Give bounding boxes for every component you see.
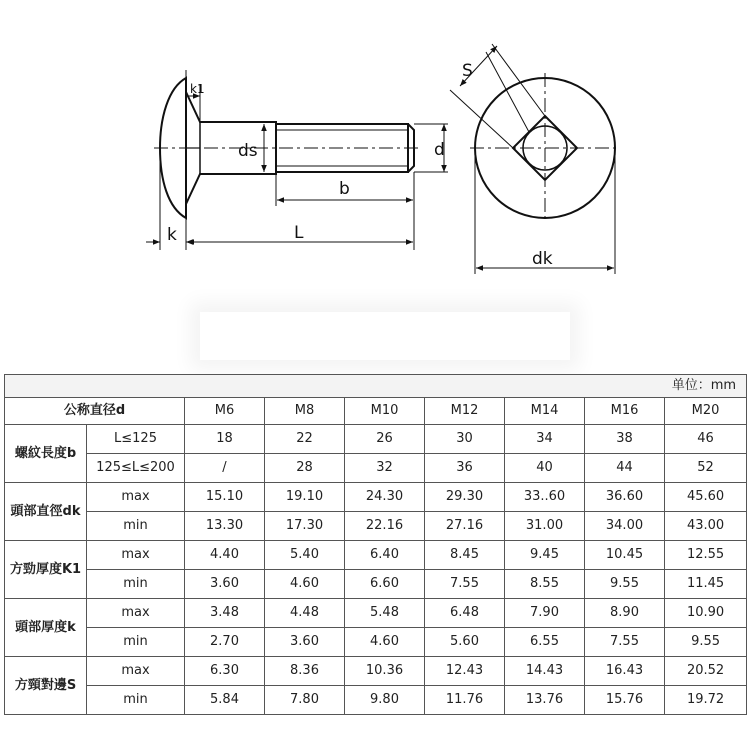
table-cell: 34.00 — [585, 512, 665, 541]
row-label: max — [87, 541, 185, 570]
group-label: 方勁厚度K1 — [5, 541, 87, 599]
table-cell: 7.55 — [585, 628, 665, 657]
table-cell: 33..60 — [505, 483, 585, 512]
table-cell: 15.76 — [585, 686, 665, 715]
table-cell: 5.60 — [425, 628, 505, 657]
table-cell: 3.60 — [185, 570, 265, 599]
table-cell: 34 — [505, 425, 585, 454]
table-cell: 8.55 — [505, 570, 585, 599]
table-cell: 9.45 — [505, 541, 585, 570]
size-header: M16 — [585, 398, 665, 425]
table-cell: 3.60 — [265, 628, 345, 657]
table-cell: 9.55 — [665, 628, 747, 657]
table-row — [5, 599, 747, 628]
table-cell: 10.36 — [345, 657, 425, 686]
table-row — [5, 512, 747, 541]
size-header: M20 — [665, 398, 747, 425]
row-label: max — [87, 657, 185, 686]
label-k1: k1 — [190, 82, 205, 96]
table-cell: 27.16 — [425, 512, 505, 541]
table-cell: 8.90 — [585, 599, 665, 628]
table-cell: 6.30 — [185, 657, 265, 686]
header-label: 公称直径d — [5, 398, 185, 425]
table-cell: 6.55 — [505, 628, 585, 657]
table-cell: 18 — [185, 425, 265, 454]
table-cell: 31.00 — [505, 512, 585, 541]
table-cell: 4.60 — [265, 570, 345, 599]
table-cell: 9.55 — [585, 570, 665, 599]
group-label: 方頸對邊S — [5, 657, 87, 715]
table-cell: 8.45 — [425, 541, 505, 570]
table-cell: 4.40 — [185, 541, 265, 570]
table-cell: 14.43 — [505, 657, 585, 686]
table-cell: 44 — [585, 454, 665, 483]
size-header: M8 — [265, 398, 345, 425]
table-row — [5, 425, 747, 454]
row-label: min — [87, 570, 185, 599]
label-b: b — [339, 179, 350, 199]
table-cell: 22 — [265, 425, 345, 454]
table-cell: 6.48 — [425, 599, 505, 628]
table-cell: 9.80 — [345, 686, 425, 715]
table-row — [5, 686, 747, 715]
table-row — [5, 628, 747, 657]
table-cell: 4.60 — [345, 628, 425, 657]
row-label: min — [87, 512, 185, 541]
table-cell: 22.16 — [345, 512, 425, 541]
table-cell: 10.90 — [665, 599, 747, 628]
table-cell: 43.00 — [665, 512, 747, 541]
table-cell: 45.60 — [665, 483, 747, 512]
row-label: 125≤L≤200 — [87, 454, 185, 483]
table-row — [5, 454, 747, 483]
row-label: L≤125 — [87, 425, 185, 454]
label-S: S — [462, 61, 473, 81]
table-row — [5, 483, 747, 512]
table-cell: 2.70 — [185, 628, 265, 657]
row-label: max — [87, 483, 185, 512]
table-cell: 30 — [425, 425, 505, 454]
table-cell: 13.76 — [505, 686, 585, 715]
table-cell: 7.80 — [265, 686, 345, 715]
group-label: 頭部厚度k — [5, 599, 87, 657]
row-label: min — [87, 686, 185, 715]
table-cell: 3.48 — [185, 599, 265, 628]
table-cell: 13.30 — [185, 512, 265, 541]
table-cell: 24.30 — [345, 483, 425, 512]
label-k: k — [167, 225, 177, 245]
table-cell: 6.60 — [345, 570, 425, 599]
label-L: L — [294, 223, 304, 243]
table-cell: 19.10 — [265, 483, 345, 512]
size-header: M14 — [505, 398, 585, 425]
table-cell: 7.55 — [425, 570, 505, 599]
table-cell: 19.72 — [665, 686, 747, 715]
table-cell: 52 — [665, 454, 747, 483]
table-cell: 12.55 — [665, 541, 747, 570]
table-cell: 46 — [665, 425, 747, 454]
label-d: d — [434, 140, 445, 160]
group-label: 螺紋長度b — [5, 425, 87, 483]
table-cell: 6.40 — [345, 541, 425, 570]
group-label: 頭部直徑dk — [5, 483, 87, 541]
size-header: M12 — [425, 398, 505, 425]
table-cell: 29.30 — [425, 483, 505, 512]
bolt-drawing — [0, 0, 750, 300]
table-cell: 5.40 — [265, 541, 345, 570]
table-cell: 7.90 — [505, 599, 585, 628]
table-row — [5, 541, 747, 570]
table-cell: 26 — [345, 425, 425, 454]
table-cell: 5.84 — [185, 686, 265, 715]
table-cell: 10.45 — [585, 541, 665, 570]
table-cell: 11.45 — [665, 570, 747, 599]
table-cell: 11.76 — [425, 686, 505, 715]
table-row — [5, 657, 747, 686]
spec-table — [4, 374, 747, 715]
table-cell: / — [185, 454, 265, 483]
table-cell: 15.10 — [185, 483, 265, 512]
table-cell: 20.52 — [665, 657, 747, 686]
table-cell: 36.60 — [585, 483, 665, 512]
table-cell: 38 — [585, 425, 665, 454]
table-cell: 16.43 — [585, 657, 665, 686]
table-cell: 32 — [345, 454, 425, 483]
table-cell: 8.36 — [265, 657, 345, 686]
background-glow — [200, 312, 570, 360]
table-cell: 17.30 — [265, 512, 345, 541]
label-dk: dk — [532, 249, 553, 269]
table-cell: 5.48 — [345, 599, 425, 628]
table-cell: 12.43 — [425, 657, 505, 686]
row-label: max — [87, 599, 185, 628]
table-cell: 28 — [265, 454, 345, 483]
table-cell: 36 — [425, 454, 505, 483]
size-header: M10 — [345, 398, 425, 425]
row-label: min — [87, 628, 185, 657]
table-cell: 4.48 — [265, 599, 345, 628]
size-header: M6 — [185, 398, 265, 425]
table-cell: 40 — [505, 454, 585, 483]
table-row — [5, 570, 747, 599]
unit-label: 单位：mm — [5, 375, 747, 398]
label-ds: ds — [238, 141, 258, 161]
